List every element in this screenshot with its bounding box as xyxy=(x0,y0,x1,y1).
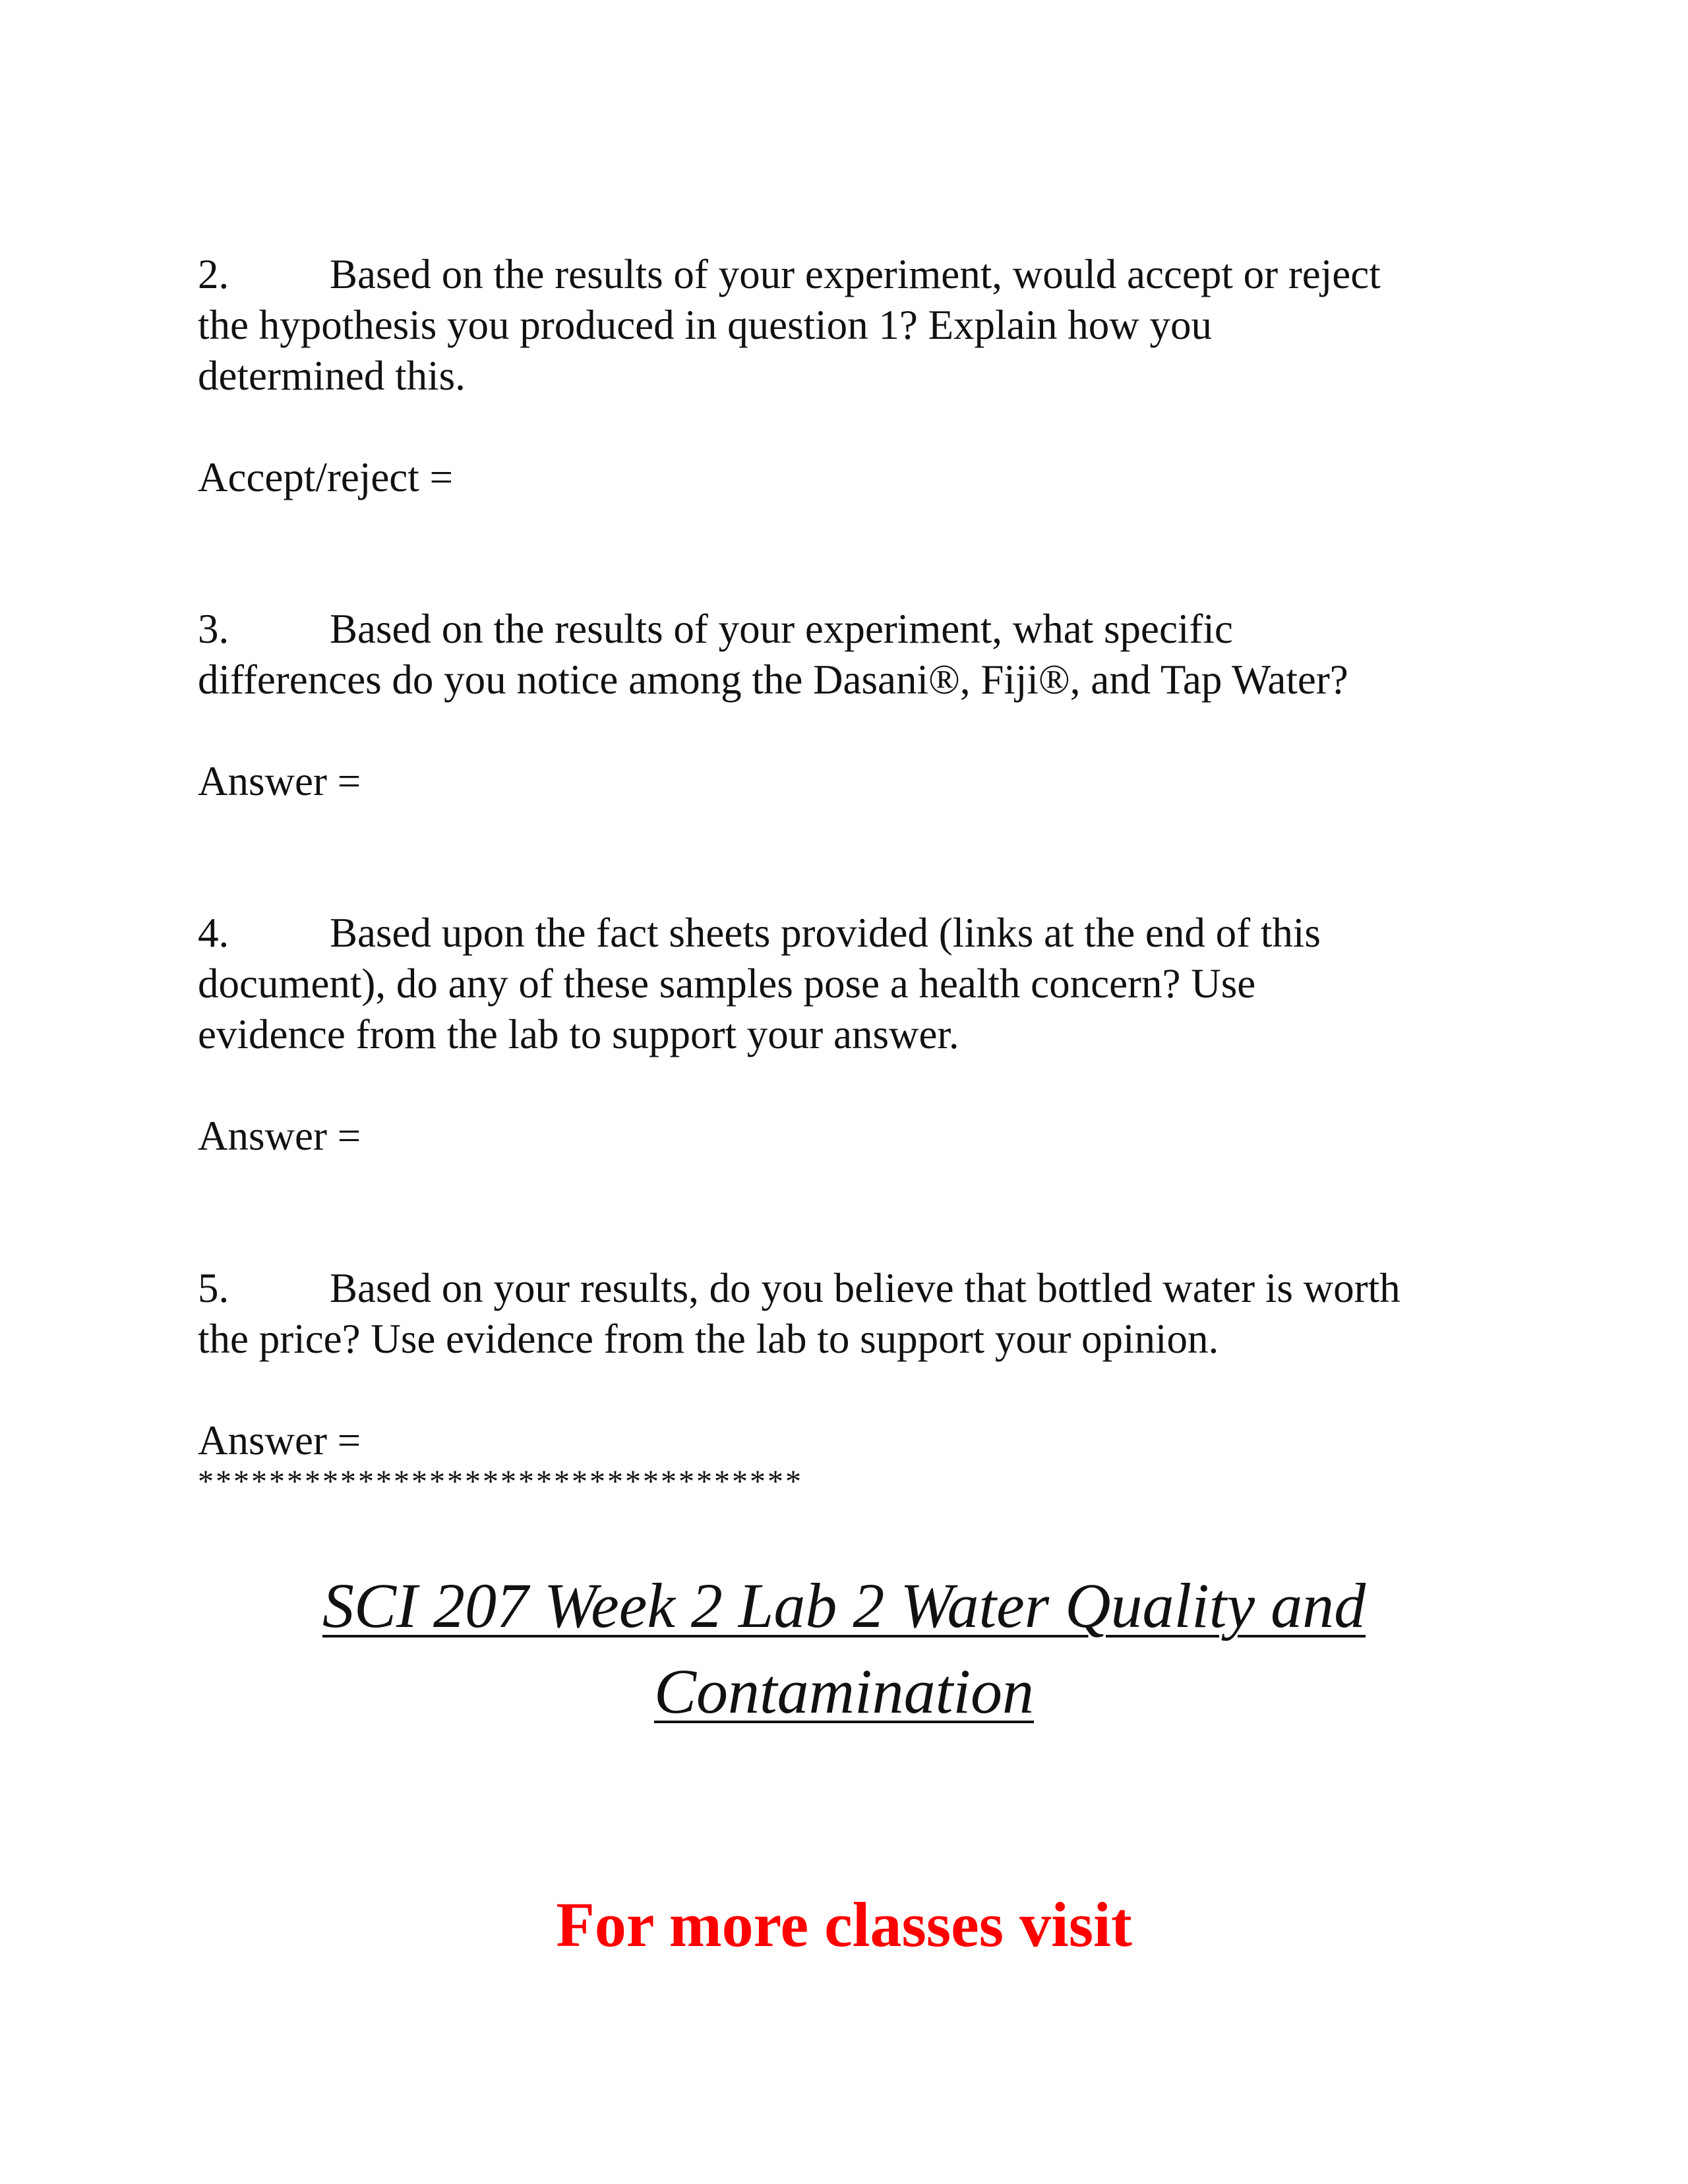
question-5-number: 5. xyxy=(198,1265,229,1311)
question-5-answer-label: Answer = xyxy=(198,1417,361,1463)
document-title-line-2 xyxy=(0,1649,1688,1734)
question-2-number: 2. xyxy=(198,251,229,297)
question-4-text-1: Based upon the fact sheets provided (links at the end of this xyxy=(330,910,1321,956)
question-2-text-1: Based on the results of your experiment, would accept or reject xyxy=(330,251,1381,297)
question-3-answer-label: Answer = xyxy=(198,758,361,804)
question-2-line-1 xyxy=(198,249,1490,300)
question-2-text-3: determined this. xyxy=(198,353,466,399)
question-2-answer-label: Accept/reject = xyxy=(198,454,454,500)
promo-text: For more classes visit xyxy=(556,1889,1132,1960)
question-3-text-1: Based on the results of your experiment, what specific xyxy=(330,606,1233,652)
question-3 xyxy=(198,604,1490,705)
document-title-text-1: SCI 207 Week 2 Lab 2 Water Quality and xyxy=(322,1570,1366,1641)
question-2 xyxy=(198,249,1490,401)
question-5-text-2: the price? Use evidence from the lab to support your opinion. xyxy=(198,1316,1219,1362)
question-3-number: 3. xyxy=(198,606,229,652)
question-4-line-1 xyxy=(198,908,1490,959)
question-5-line-1 xyxy=(198,1263,1490,1314)
document-title-text-2: Contamination xyxy=(653,1656,1035,1727)
question-3-line-1 xyxy=(198,604,1490,655)
question-4-number: 4. xyxy=(198,910,229,956)
question-3-text-2: differences do you notice among the Dasani®, Fiji®, and Tap Water? xyxy=(198,657,1348,703)
question-5-text-1: Based on your results, do you believe that bottled water is worth xyxy=(330,1265,1401,1311)
question-4-text-2: document), do any of these samples pose a health concern? Use xyxy=(198,960,1256,1007)
question-5 xyxy=(198,1263,1490,1365)
question-2-text-2: the hypothesis you produced in question 1? Explain how you xyxy=(198,302,1213,348)
question-4 xyxy=(198,908,1490,1060)
question-4-text-3: evidence from the lab to support your answer. xyxy=(198,1011,959,1057)
document-title-line-1 xyxy=(0,1564,1688,1648)
question-4-answer-label: Answer = xyxy=(198,1113,361,1159)
asterisk-separator: ********************************** xyxy=(198,1464,803,1499)
